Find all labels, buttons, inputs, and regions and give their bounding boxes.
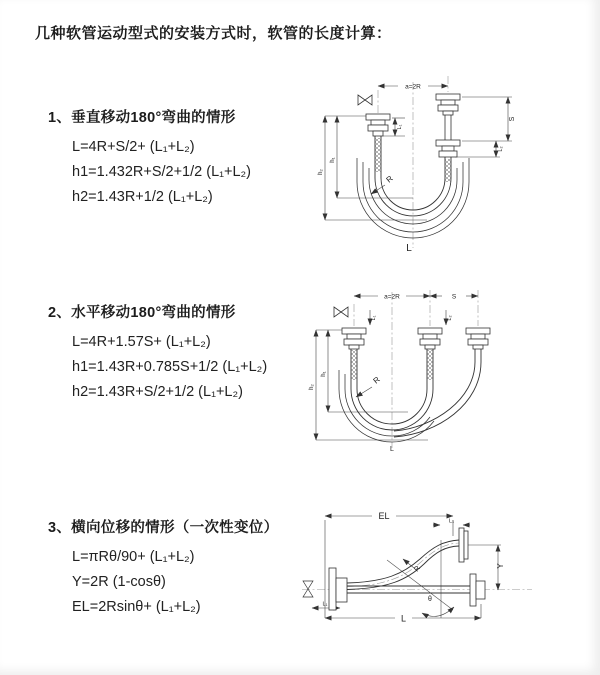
- dim-h1-label: h₁: [321, 371, 327, 377]
- section-horizontal-movement: [48, 301, 267, 405]
- radius-label: R: [413, 564, 422, 574]
- dim-a2r-label: a=2R: [384, 293, 400, 301]
- dim-a2r-label: a=2R: [405, 83, 421, 91]
- length-label: L: [390, 446, 394, 452]
- dim-s-label: S: [451, 293, 457, 301]
- hose-braid-hatch: [445, 159, 451, 182]
- diagram-horizontal-180-bend: [308, 282, 548, 452]
- flange-fitting: [342, 328, 490, 349]
- length-label: L: [406, 243, 412, 254]
- centerline: [378, 76, 448, 248]
- construction-lines: [387, 540, 453, 618]
- diagram-vertical-180-bend: [315, 70, 535, 260]
- formula-line: h2=1.43R+1/2 (L₁+L₂): [72, 189, 213, 205]
- dim-h1-label: h₁: [330, 157, 336, 163]
- dim-h2-label: h₂: [309, 384, 315, 390]
- formula-line: L=4R+1.57S+ (L₁+L₂): [72, 334, 211, 350]
- hose-braid-hatch: [351, 350, 357, 380]
- dim-l1-left-label: L₁: [322, 601, 328, 608]
- formula-line: EL=2Rsinθ+ (L₁+L₂): [72, 599, 201, 615]
- section-lateral-displacement: [48, 516, 278, 620]
- dim-h2-label: h₂: [318, 169, 324, 175]
- formula-line: L=4R+S/2+ (L₁+L₂): [72, 139, 195, 155]
- dim-l1-label: L₁: [397, 124, 403, 130]
- dimension-lines: [316, 293, 478, 440]
- formula-line: L=πRθ/90+ (L₁+L₂): [72, 549, 195, 565]
- dim-s-label: S: [509, 116, 516, 122]
- diagram-lateral-displacement: [300, 500, 565, 645]
- dim-l2-label: L₂: [498, 146, 504, 152]
- radius-label: R: [371, 374, 382, 386]
- section-2-heading: 2、水平移动180°弯曲的情形: [48, 305, 236, 321]
- section-vertical-movement: [48, 106, 251, 210]
- valve-icon: [358, 95, 372, 105]
- dim-l2-label: L₂: [447, 315, 453, 321]
- hose-braid-hatch: [427, 350, 433, 380]
- page-title: 几种软管运动型式的安装方式时，软管的长度计算：: [35, 25, 392, 42]
- dim-l1-top-label: L₁: [449, 518, 454, 525]
- hose-tube: [351, 349, 481, 437]
- centerline: [354, 290, 478, 448]
- formula-line: Y=2R (1-cosθ): [72, 574, 166, 590]
- dimension-lines: [325, 83, 512, 220]
- formula-line: h1=1.432R+S/2+1/2 (L₁+L₂): [72, 164, 252, 180]
- hose-envelope: [339, 370, 434, 442]
- section-1-heading: 1、垂直移动180°弯曲的情形: [48, 110, 236, 126]
- dim-y-label: Y: [496, 563, 505, 569]
- theta-label: θ: [428, 596, 432, 603]
- hose-braid-hatch: [375, 138, 381, 172]
- section-3-heading: 3、横向位移的情形（一次性变位）: [48, 520, 279, 536]
- radius-label: R: [384, 173, 395, 185]
- valve-icon: [303, 581, 313, 597]
- dim-l1-label: L₁: [371, 315, 377, 321]
- length-label: L: [400, 613, 407, 624]
- formula-line: h2=1.43R+S/2+1/2 (L₁+L₂): [72, 384, 243, 400]
- dim-el-label: EL: [378, 511, 390, 521]
- valve-icon: [334, 307, 348, 317]
- formula-line: h1=1.43R+0.785S+1/2 (L₁+L₂): [72, 359, 268, 375]
